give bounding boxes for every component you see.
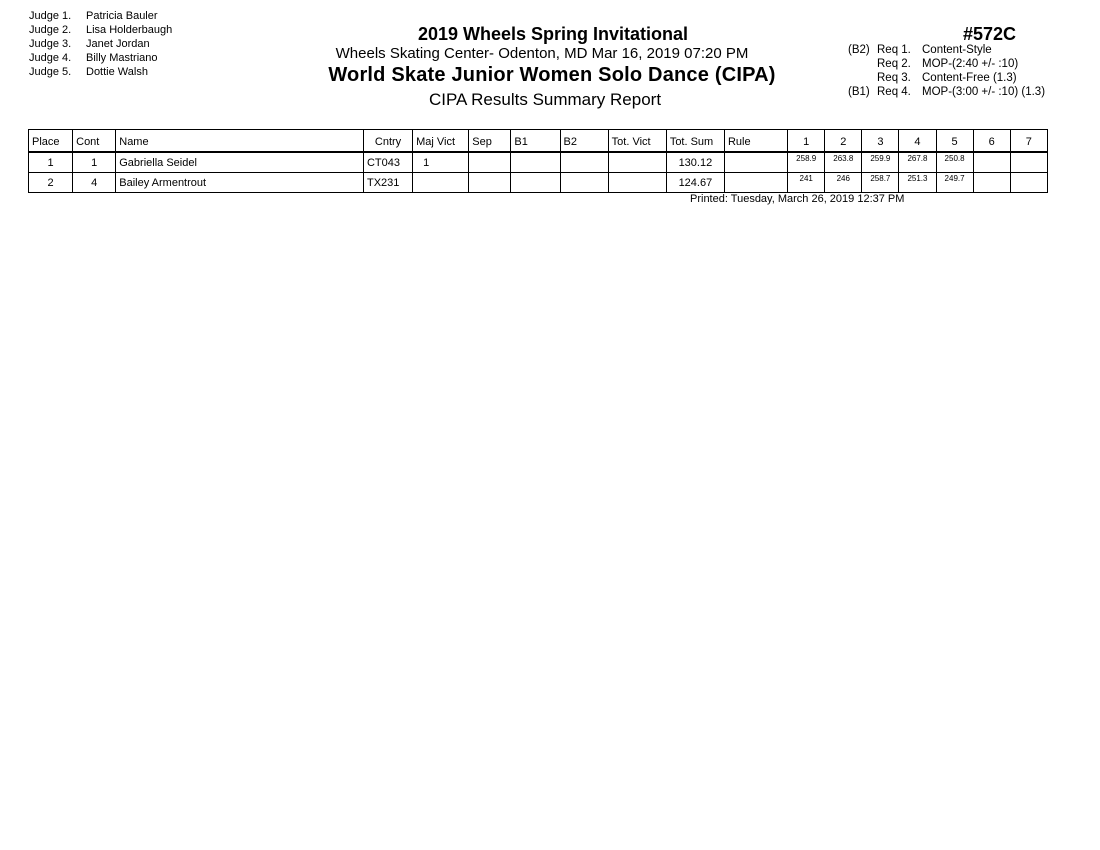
col-header-judge-5: 5 — [936, 130, 973, 153]
cell-cntry: TX231 — [363, 173, 412, 193]
cell-tot-vict — [608, 173, 666, 193]
requirement-row — [848, 43, 1045, 57]
judge-label: Judge 2. — [29, 24, 72, 36]
col-header-judge-3: 3 — [862, 130, 899, 153]
table-row — [29, 152, 1048, 173]
printed-timestamp: Printed: Tuesday, March 26, 2019 12:37 PM — [690, 193, 905, 205]
col-header-cont: Cont — [73, 130, 116, 153]
cell-judge-7-score — [1010, 152, 1047, 173]
requirement-number: Req 4. — [877, 86, 911, 98]
cell-place: 2 — [29, 173, 73, 193]
judge-label: Judge 5. — [29, 66, 72, 78]
col-header-place: Place — [29, 130, 73, 153]
cell-judge-3-score: 259.9 — [862, 152, 899, 173]
col-header-cntry: Cntry — [363, 130, 412, 153]
cell-judge-4-score: 251.3 — [899, 173, 936, 193]
col-header-judge-1: 1 — [788, 130, 825, 153]
judge-row — [29, 37, 172, 51]
judge-name: Dottie Walsh — [86, 66, 148, 78]
cell-judge-4-score: 267.8 — [899, 152, 936, 173]
requirement-bonus: (B1) — [848, 86, 870, 98]
cell-rule — [724, 173, 787, 193]
cell-tot-sum: 130.12 — [666, 152, 724, 173]
cell-judge-5-score: 250.8 — [936, 152, 973, 173]
cell-judge-2-score: 263.8 — [825, 152, 862, 173]
col-header-judge-6: 6 — [973, 130, 1010, 153]
cell-b2 — [560, 173, 608, 193]
cell-judge-6-score — [973, 152, 1010, 173]
cell-name: Bailey Armentrout — [116, 173, 364, 193]
cell-judge-7-score — [1010, 173, 1047, 193]
judge-row — [29, 51, 172, 65]
cell-place: 1 — [29, 152, 73, 173]
col-header-judge-7: 7 — [1010, 130, 1047, 153]
cell-name: Gabriella Seidel — [116, 152, 364, 173]
col-header-b1: B1 — [511, 130, 560, 153]
judges-list — [29, 9, 172, 79]
judge-row — [29, 23, 172, 37]
col-header-sep: Sep — [469, 130, 511, 153]
requirement-number: Req 3. — [877, 72, 911, 84]
cell-maj-vict — [413, 173, 469, 193]
requirement-row — [848, 71, 1045, 85]
requirements-list — [848, 43, 1045, 99]
requirement-number: Req 2. — [877, 58, 911, 70]
cell-sep — [469, 152, 511, 173]
judge-row — [29, 9, 172, 23]
table-row — [29, 173, 1048, 193]
cell-sep — [469, 173, 511, 193]
cell-tot-sum: 124.67 — [666, 173, 724, 193]
judge-name: Patricia Bauler — [86, 10, 158, 22]
cell-b2 — [560, 152, 608, 173]
cell-cntry: CT043 — [363, 152, 412, 173]
requirement-text: MOP-(3:00 +/- :10) (1.3) — [922, 86, 1046, 98]
cell-cont: 4 — [73, 173, 116, 193]
cell-rule — [724, 152, 787, 173]
event-title: 2019 Wheels Spring Invitational — [417, 24, 689, 44]
requirement-text: Content-Free (1.3) — [922, 72, 1017, 84]
requirement-text: Content-Style — [922, 44, 992, 56]
requirement-text: MOP-(2:40 +/- :10) — [922, 58, 1019, 70]
cell-judge-6-score — [973, 173, 1010, 193]
col-header-tot-vict: Tot. Vict — [608, 130, 666, 153]
requirement-bonus: (B2) — [848, 44, 870, 56]
col-header-judge-4: 4 — [899, 130, 936, 153]
judge-row — [29, 65, 172, 79]
requirement-number: Req 1. — [877, 44, 911, 56]
judge-name: Lisa Holderbaugh — [86, 24, 173, 36]
cell-tot-vict — [608, 152, 666, 173]
report-title: CIPA Results Summary Report — [428, 90, 662, 109]
col-header-tot-sum: Tot. Sum — [666, 130, 724, 153]
judge-label: Judge 3. — [29, 38, 72, 50]
cell-judge-2-score: 246 — [825, 173, 862, 193]
requirement-row — [848, 85, 1045, 99]
results-table — [28, 129, 1048, 193]
requirement-row — [848, 57, 1045, 71]
competition-title: World Skate Junior Women Solo Dance (CIPA) — [328, 64, 776, 86]
cell-judge-1-score: 258.9 — [788, 152, 825, 173]
cell-b1 — [511, 173, 560, 193]
col-header-b2: B2 — [560, 130, 608, 153]
table-header-row — [29, 130, 1048, 153]
col-header-name: Name — [116, 130, 364, 153]
col-header-maj-vict: Maj Vict — [413, 130, 469, 153]
col-header-rule: Rule — [724, 130, 787, 153]
col-header-judge-2: 2 — [825, 130, 862, 153]
cell-b1 — [511, 152, 560, 173]
event-number: #572C — [963, 24, 1017, 44]
cell-maj-vict: 1 — [413, 152, 469, 173]
cell-judge-5-score: 249.7 — [936, 173, 973, 193]
judge-label: Judge 4. — [29, 52, 72, 64]
judge-name: Janet Jordan — [86, 38, 150, 50]
judge-label: Judge 1. — [29, 10, 72, 22]
cell-judge-1-score: 241 — [788, 173, 825, 193]
judge-name: Billy Mastriano — [86, 52, 158, 64]
cell-judge-3-score: 258.7 — [862, 173, 899, 193]
cell-cont: 1 — [73, 152, 116, 173]
venue-date-line: Wheels Skating Center- Odenton, MD Mar 16, 2019 07:20 PM — [335, 45, 749, 62]
